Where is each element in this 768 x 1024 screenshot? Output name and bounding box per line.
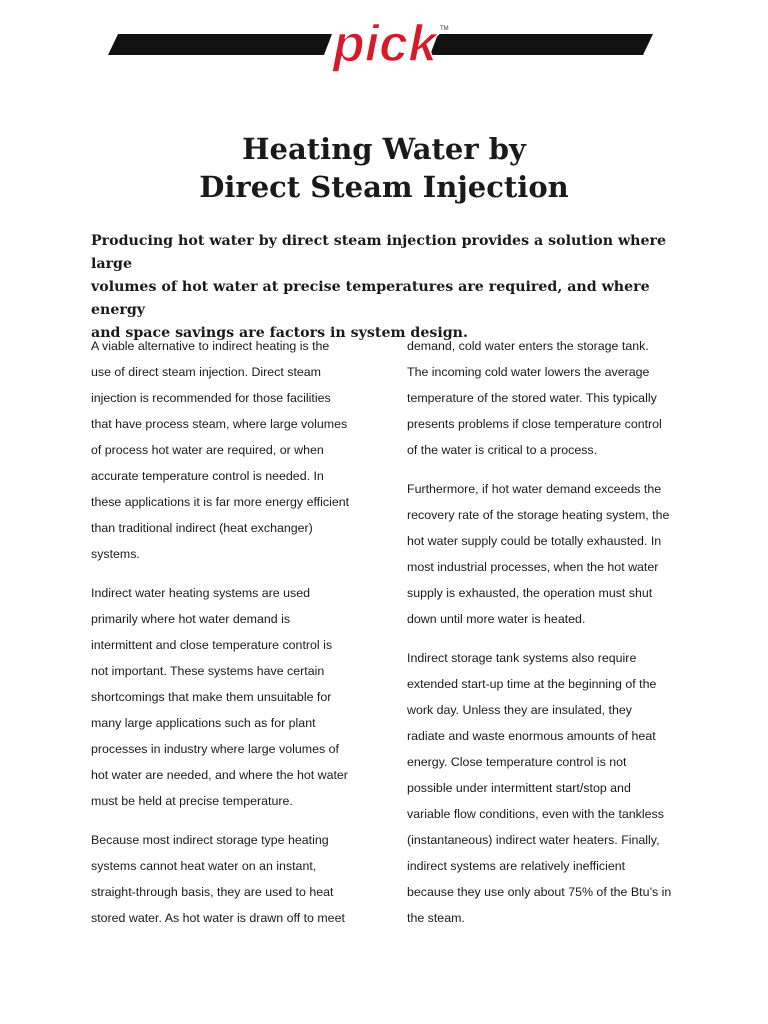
- intro-line: volumes of hot water at precise temperatures are required, and where energy: [91, 279, 650, 318]
- left-paragraph-2: [91, 580, 373, 814]
- text-line: of process hot water are required, or when: [91, 443, 324, 457]
- text-line: most industrial processes, when the hot water: [407, 560, 659, 574]
- text-line: stored water. As hot water is drawn off to meet: [91, 911, 345, 925]
- text-line: Indirect storage tank systems also require: [407, 651, 637, 665]
- title-line-1: Heating Water by: [242, 132, 526, 166]
- right-paragraph-2: [407, 476, 692, 632]
- text-line: possible under intermittent start/stop and: [407, 781, 631, 795]
- text-line: accurate temperature control is needed. In: [91, 469, 324, 483]
- text-line: temperature of the stored water. This typically: [407, 391, 657, 405]
- left-paragraph-3: [91, 827, 373, 931]
- page-title: [0, 130, 768, 206]
- text-line: these applications it is far more energy efficient: [91, 495, 350, 509]
- text-line: down until more water is heated.: [407, 612, 586, 626]
- text-line: Because most indirect storage type heating: [91, 833, 329, 847]
- logo-bar-left: [108, 34, 332, 55]
- right-paragraph-3: [407, 645, 692, 931]
- left-paragraph-1: [91, 333, 373, 567]
- text-line: hot water supply could be totally exhausted. In: [407, 534, 662, 548]
- text-line: hot water are needed, and where the hot water: [91, 768, 348, 782]
- text-line: recovery rate of the storage heating system, the: [407, 508, 670, 522]
- header-banner: [0, 0, 768, 100]
- text-line: work day. Unless they are insulated, they: [407, 703, 632, 717]
- intro-line: Producing hot water by direct steam injection provides a solution where large: [91, 233, 667, 272]
- text-line: energy. Close temperature control is not: [407, 755, 627, 769]
- logo-wordmark: pick: [332, 15, 438, 73]
- left-column: [91, 333, 373, 944]
- text-line: not important. These systems have certain: [91, 664, 325, 678]
- right-column: [407, 333, 692, 944]
- text-line: injection is recommended for those facilities: [91, 391, 331, 405]
- pick-logo: [0, 0, 768, 100]
- text-line: presents problems if close temperature control: [407, 417, 662, 431]
- text-line: systems cannot heat water on an instant,: [91, 859, 317, 873]
- text-line: The incoming cold water lowers the average: [407, 365, 650, 379]
- title-line-2: Direct Steam Injection: [199, 170, 569, 204]
- text-line: primarily where hot water demand is: [91, 612, 291, 626]
- text-line: Furthermore, if hot water demand exceeds the: [407, 482, 662, 496]
- text-line: A viable alternative to indirect heating is the: [91, 339, 330, 353]
- intro-paragraph: [91, 230, 691, 345]
- text-line: systems.: [91, 547, 140, 561]
- text-line: extended start-up time at the beginning of the: [407, 677, 657, 691]
- text-line: (instantaneous) indirect water heaters. Finally,: [407, 833, 660, 847]
- text-line: radiate and waste enormous amounts of heat: [407, 729, 656, 743]
- text-line: of the water is critical to a process.: [407, 443, 598, 457]
- text-line: than traditional indirect (heat exchanger): [91, 521, 313, 535]
- intro-line: and space savings are factors in system design.: [91, 325, 468, 341]
- text-line: shortcomings that make them unsuitable for: [91, 690, 332, 704]
- text-line: Indirect water heating systems are used: [91, 586, 311, 600]
- text-line: because they use only about 75% of the Btu’s in: [407, 885, 672, 899]
- text-line: indirect systems are relatively inefficient: [407, 859, 626, 873]
- text-line: must be held at precise temperature.: [91, 794, 293, 808]
- right-paragraph-1: [407, 333, 692, 463]
- text-line: straight-through basis, they are used to heat: [91, 885, 334, 899]
- text-line: processes in industry where large volumes of: [91, 742, 339, 756]
- logo-bar-right: [430, 34, 653, 55]
- text-line: many large applications such as for plant: [91, 716, 316, 730]
- text-line: the steam.: [407, 911, 465, 925]
- text-line: demand, cold water enters the storage tank.: [407, 339, 649, 353]
- text-line: supply is exhausted, the operation must shut: [407, 586, 653, 600]
- text-line: intermittent and close temperature control is: [91, 638, 333, 652]
- logo-trademark: TM: [440, 26, 449, 32]
- text-line: use of direct steam injection. Direct steam: [91, 365, 322, 379]
- text-line: variable flow conditions, even with the tankless: [407, 807, 664, 821]
- text-line: that have process steam, where large volumes: [91, 417, 348, 431]
